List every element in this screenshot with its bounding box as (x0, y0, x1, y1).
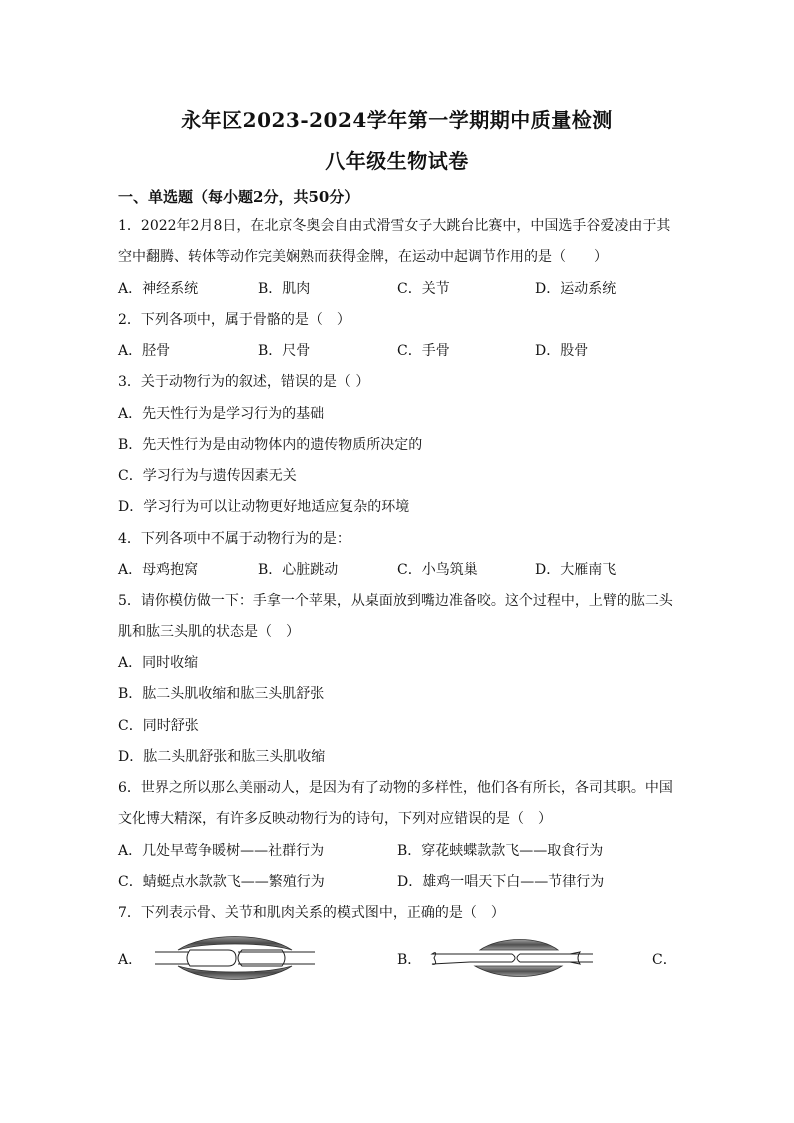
q7-option-c-label: C． (652, 952, 677, 968)
q7-figure-a (150, 930, 320, 986)
section-heading: 一、单选题（每小题2分，共50分） (118, 188, 360, 206)
q6-option-a: A．几处早莺争暖树——社群行为 (118, 843, 325, 859)
q6-option-b: B．穿花蛱蝶款款飞——取食行为 (397, 843, 604, 859)
q6-stem-line2: 文化博大精深，有许多反映动物行为的诗句，下列对应错误的是（ ） (118, 811, 552, 827)
q1-option-c: C．关节 (397, 281, 450, 297)
q3-option-b: B．先天性行为是由动物体内的遗传物质所决定的 (118, 437, 423, 453)
q2-option-a: A．胫骨 (118, 343, 171, 359)
q5-option-d: D．肱二头肌舒张和肱三头肌收缩 (118, 749, 326, 765)
q4-option-a: A．母鸡抱窝 (118, 562, 199, 578)
q7-option-a-label: A． (118, 952, 143, 968)
q2-stem: 2．下列各项中，属于骨骼的是（ ） (118, 312, 351, 328)
q1-stem-line2: 空中翻腾、转体等动作完美娴熟而获得金牌，在运动中起调节作用的是（ ） (118, 249, 608, 265)
bone-left (187, 950, 236, 966)
q2-option-b: B．尺骨 (258, 343, 311, 359)
q6-option-d: D．雄鸡一唱天下白——节律行为 (397, 874, 605, 890)
q6-option-c: C．蜻蜓点水款款飞——繁殖行为 (118, 874, 325, 890)
q4-option-d: D．大雁南飞 (535, 562, 617, 578)
q5-option-a: A．同时收缩 (118, 655, 199, 671)
q6-stem-line1: 6．世界之所以那么美丽动人，是因为有了动物的多样性，他们各有所长，各司其职。中国 (118, 780, 673, 796)
bone-left (432, 953, 515, 965)
q1-stem-line1: 1．2022年2月8日，在北京冬奥会自由式滑雪女子大跳台比赛中，中国选手谷爱凌由于其 (118, 218, 671, 234)
q3-option-d: D．学习行为可以让动物更好地适应复杂的环境 (118, 499, 410, 515)
q3-option-c: C．学习行为与遗传因素无关 (118, 468, 297, 484)
q5-option-b: B．肱二头肌收缩和肱三头肌舒张 (118, 686, 325, 702)
q4-option-b: B．心脏跳动 (258, 562, 339, 578)
muscle-lower (475, 966, 562, 977)
exam-title: 永年区2023-2024学年第一学期期中质量检测 (181, 108, 613, 132)
muscle-belly-top (178, 937, 292, 951)
q1-option-d: D．运动系统 (535, 281, 617, 297)
q4-stem: 4．下列各项中不属于动物行为的是： (118, 531, 351, 547)
muscle-belly-bottom (178, 966, 292, 980)
q1-option-a: A．神经系统 (118, 281, 199, 297)
exam-subtitle: 八年级生物试卷 (325, 149, 469, 173)
q3-stem: 3．关于动物行为的叙述，错误的是（ ） (118, 374, 370, 390)
q7-figure-b (430, 936, 595, 980)
q2-option-d: D．股骨 (535, 343, 589, 359)
q5-option-c: C．同时舒张 (118, 718, 199, 734)
q7-option-b-label: B． (397, 952, 422, 968)
muscle-upper (480, 940, 558, 951)
q3-option-a: A．先天性行为是学习行为的基础 (118, 406, 325, 422)
q5-stem-line1: 5．请你模仿做一下：手拿一个苹果，从桌面放到嘴边准备咬。这个过程中，上臂的肱二头 (118, 593, 673, 609)
q7-stem: 7．下列表示骨、关节和肌肉关系的模式图中，正确的是（ ） (118, 905, 505, 921)
q4-option-c: C．小鸟筑巢 (397, 562, 478, 578)
q1-option-b: B．肌肉 (258, 281, 311, 297)
q5-stem-line2: 肌和肱三头肌的状态是（ ） (118, 624, 300, 640)
q2-option-c: C．手骨 (397, 343, 450, 359)
